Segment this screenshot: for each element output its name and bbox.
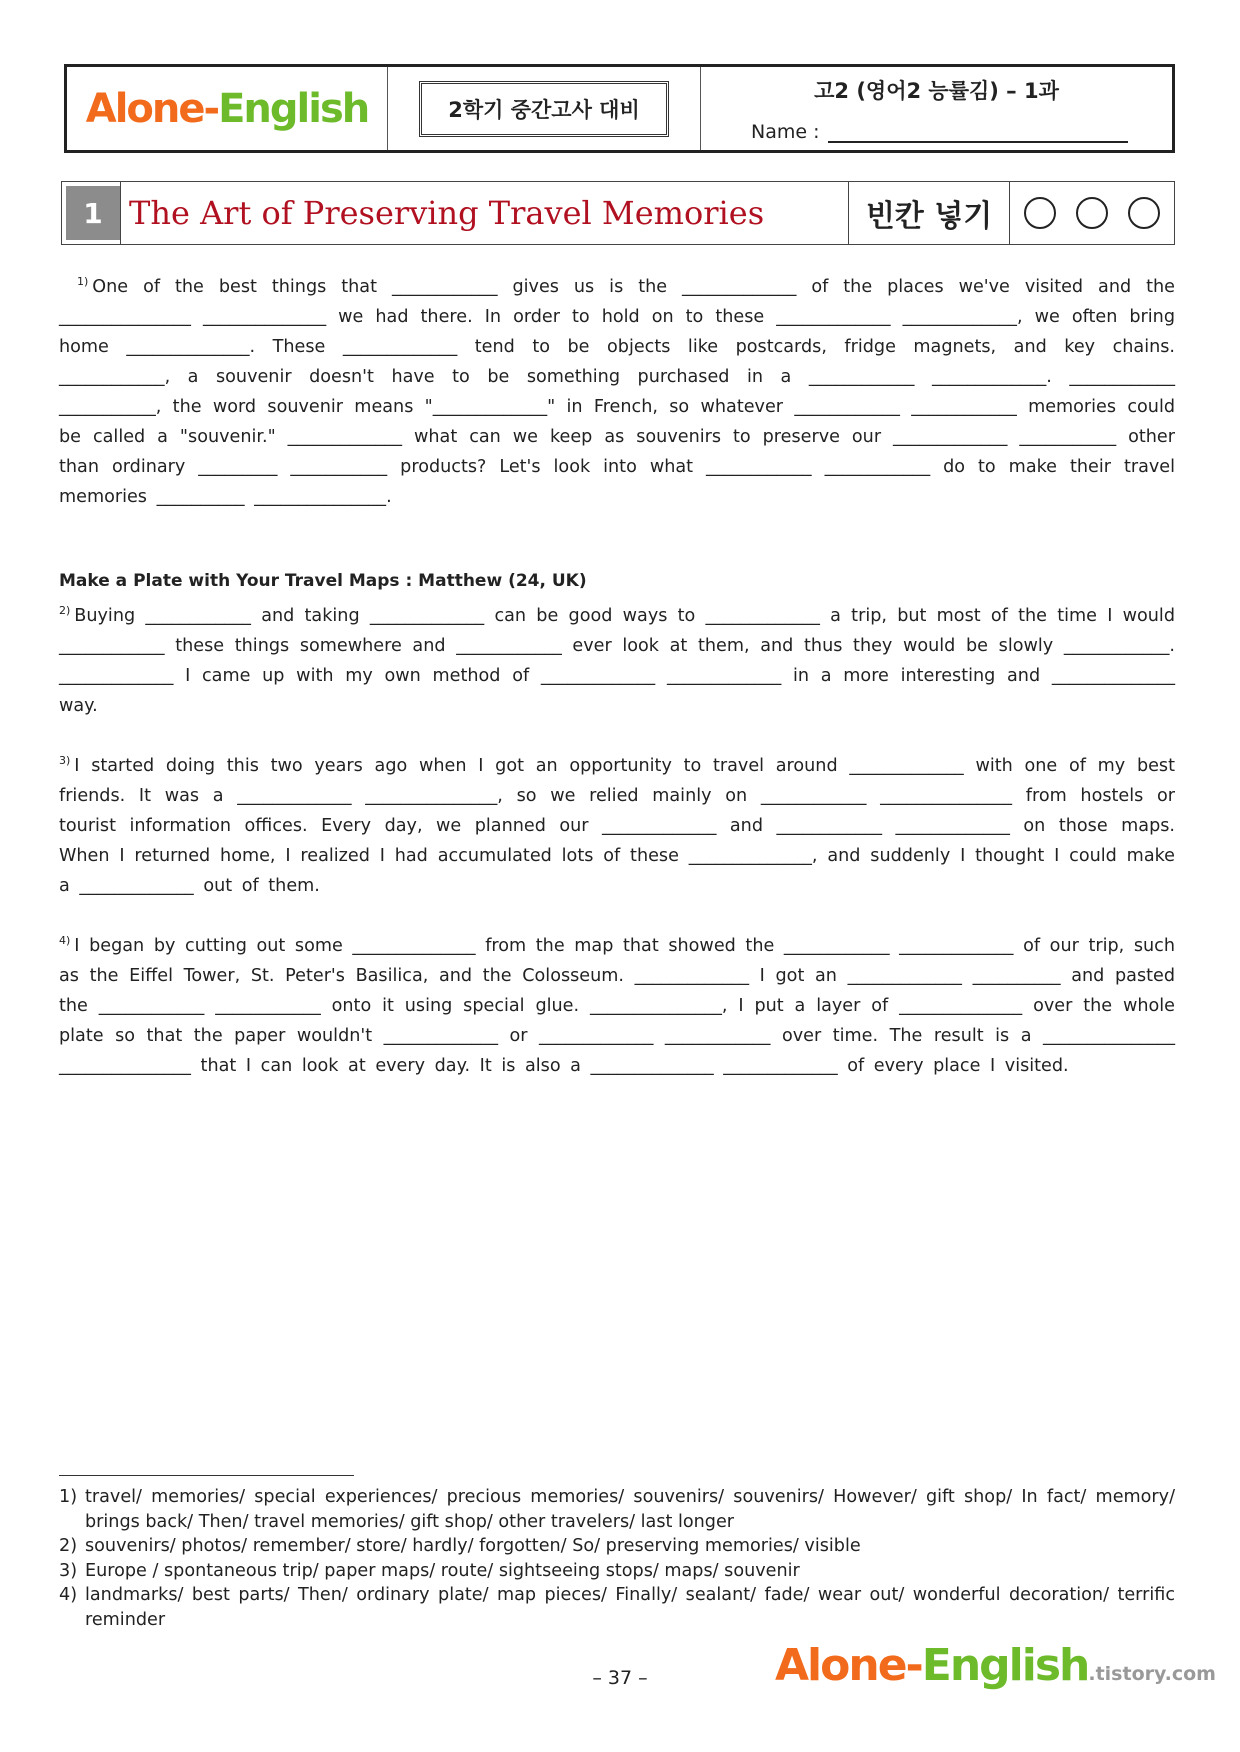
- header-logo-cell: [67, 67, 388, 150]
- name-row: [751, 121, 1128, 143]
- footnote-number: 3): [59, 1560, 78, 1581]
- footnote-ref-1: 1): [77, 275, 89, 289]
- paragraph-3-text: I started doing this two years ago when I got an opportunity to travel around _____________ with one of my best friends. It was a _____________ _______________, so we relied mainly on ____________ _______________ from hostels or tourist information offices. Every day, we planned our _____________ and ____________ _____________ on those maps. When I returned home, I realized I had accumulated lots of these ______________, and suddenly I thought I could make a _____________ out of them.: [59, 756, 1175, 896]
- footnote-ref-3: 3): [59, 754, 71, 768]
- paragraph-4: [59, 931, 1175, 1081]
- check-circle-icon[interactable]: [1024, 197, 1056, 229]
- check-circles: [1010, 182, 1174, 244]
- paragraph-4-text: I began by cutting out some ______________ from the map that showed the ____________ _____________ of our trip, such as the Eiffel Tower, St. Peter's Basilica, and the Colosseum. _____________ I got an _____________ __________ and pasted the ____________ ____________ onto it using special glue. _______________, I put a layer of ______________ over the whole plate so that the paper wouldn't _____________ or _____________ ____________ over time. The result is a _______________ _______________ that I can look at every day. It is also a ______________ _____________ of every place I visited.: [59, 936, 1175, 1076]
- section-number: 1: [66, 186, 120, 240]
- paragraph-2-text: Buying ____________ and taking _____________ can be good ways to _____________ a trip, but most of the time I would ____________ these things somewhere and ____________ ever look at them, and thus they would be slowly ____________. _____________ I came up with my own method of _____________ _____________ in a more interesting and ______________ way.: [59, 606, 1175, 716]
- footnote-item: [59, 1485, 1175, 1534]
- header-info-cell: [701, 67, 1172, 150]
- check-circle-icon[interactable]: [1128, 197, 1160, 229]
- footnote-text: Europe / spontaneous trip/ paper maps/ route/ sightseeing stops/ maps/ souvenir: [85, 1560, 800, 1581]
- footer-logo: [775, 1640, 1216, 1691]
- footnote-ref-4: 4): [59, 934, 71, 948]
- check-circle-icon[interactable]: [1076, 197, 1108, 229]
- footnote-item: [59, 1534, 1175, 1559]
- logo: [86, 86, 369, 132]
- footnote-item: [59, 1559, 1175, 1584]
- footnote-number: 2): [59, 1536, 78, 1556]
- footnote-number: 1): [59, 1487, 78, 1507]
- grade-label: 고2 (영어2 능률김) – 1과: [814, 79, 1059, 103]
- footnote-list: [59, 1485, 1175, 1632]
- paragraph-2: [59, 601, 1175, 721]
- paragraph-1-text: One of the best things that ____________ gives us is the _____________ of the places we've visited and the _______________ ______________ we had there. In order to hold on to these _____________ _____________, we often bring home ______________. These _____________ tend to be objects like postcards, fridge magnets, and key chains. ____________, a souvenir doesn't have to be something purchased in a ____________ _____________. ____________ ___________, the word souvenir means "_____________" in French, so whatever ____________ ____________ memories could be called a "souvenir." _____________ what can we keep as souvenirs to preserve our _____________ ___________ other than ordinary _________ ___________ products? Let's look into what ____________ ____________ do to make their travel memories __________ _______________.: [59, 277, 1175, 507]
- footnote-ref-2: 2): [59, 604, 71, 618]
- subheading: Make a Plate with Your Travel Maps : Matthew (24, UK): [59, 571, 587, 591]
- section-title: The Art of Preserving Travel Memories: [120, 182, 849, 244]
- logo-alone: Alone: [85, 85, 204, 132]
- name-input-line[interactable]: [828, 123, 1128, 143]
- exercise-type: 빈칸 넣기: [849, 182, 1010, 244]
- footer-logo-dash: -: [905, 1640, 922, 1691]
- footnote-text: souvenirs/ photos/ remember/ store/ hardly/ forgotten/ So/ preserving memories/ visible: [85, 1536, 861, 1556]
- logo-dash: -: [203, 85, 219, 132]
- title-bar: [61, 181, 1175, 245]
- footer-logo-english: English: [921, 1640, 1089, 1691]
- name-label: Name :: [751, 121, 820, 143]
- footnote-divider: [59, 1475, 354, 1476]
- logo-english: English: [218, 85, 369, 132]
- header-exam-cell: [388, 67, 701, 150]
- footnote-text: travel/ memories/ special experiences/ precious memories/ souvenirs/ souvenirs/ However/ gift shop/ In fact/ memory/ brings back/ Then/ travel memories/ gift shop/ other travelers/ last longer: [85, 1487, 1175, 1532]
- header-box: [64, 64, 1175, 153]
- footnote-item: [59, 1583, 1175, 1632]
- exam-label: 2학기 중간고사 대비: [419, 81, 669, 137]
- footnote-text: landmarks/ best parts/ Then/ ordinary plate/ map pieces/ Finally/ sealant/ fade/ wear out/ wonderful decoration/ terrific reminder: [85, 1585, 1175, 1630]
- page-number: – 37 –: [592, 1667, 648, 1689]
- paragraph-3: [59, 751, 1175, 901]
- footnote-number: 4): [59, 1585, 78, 1605]
- footer-logo-suffix: .tistory.com: [1088, 1663, 1216, 1685]
- paragraph-1: [59, 272, 1175, 512]
- footer-logo-alone: Alone: [775, 1640, 906, 1691]
